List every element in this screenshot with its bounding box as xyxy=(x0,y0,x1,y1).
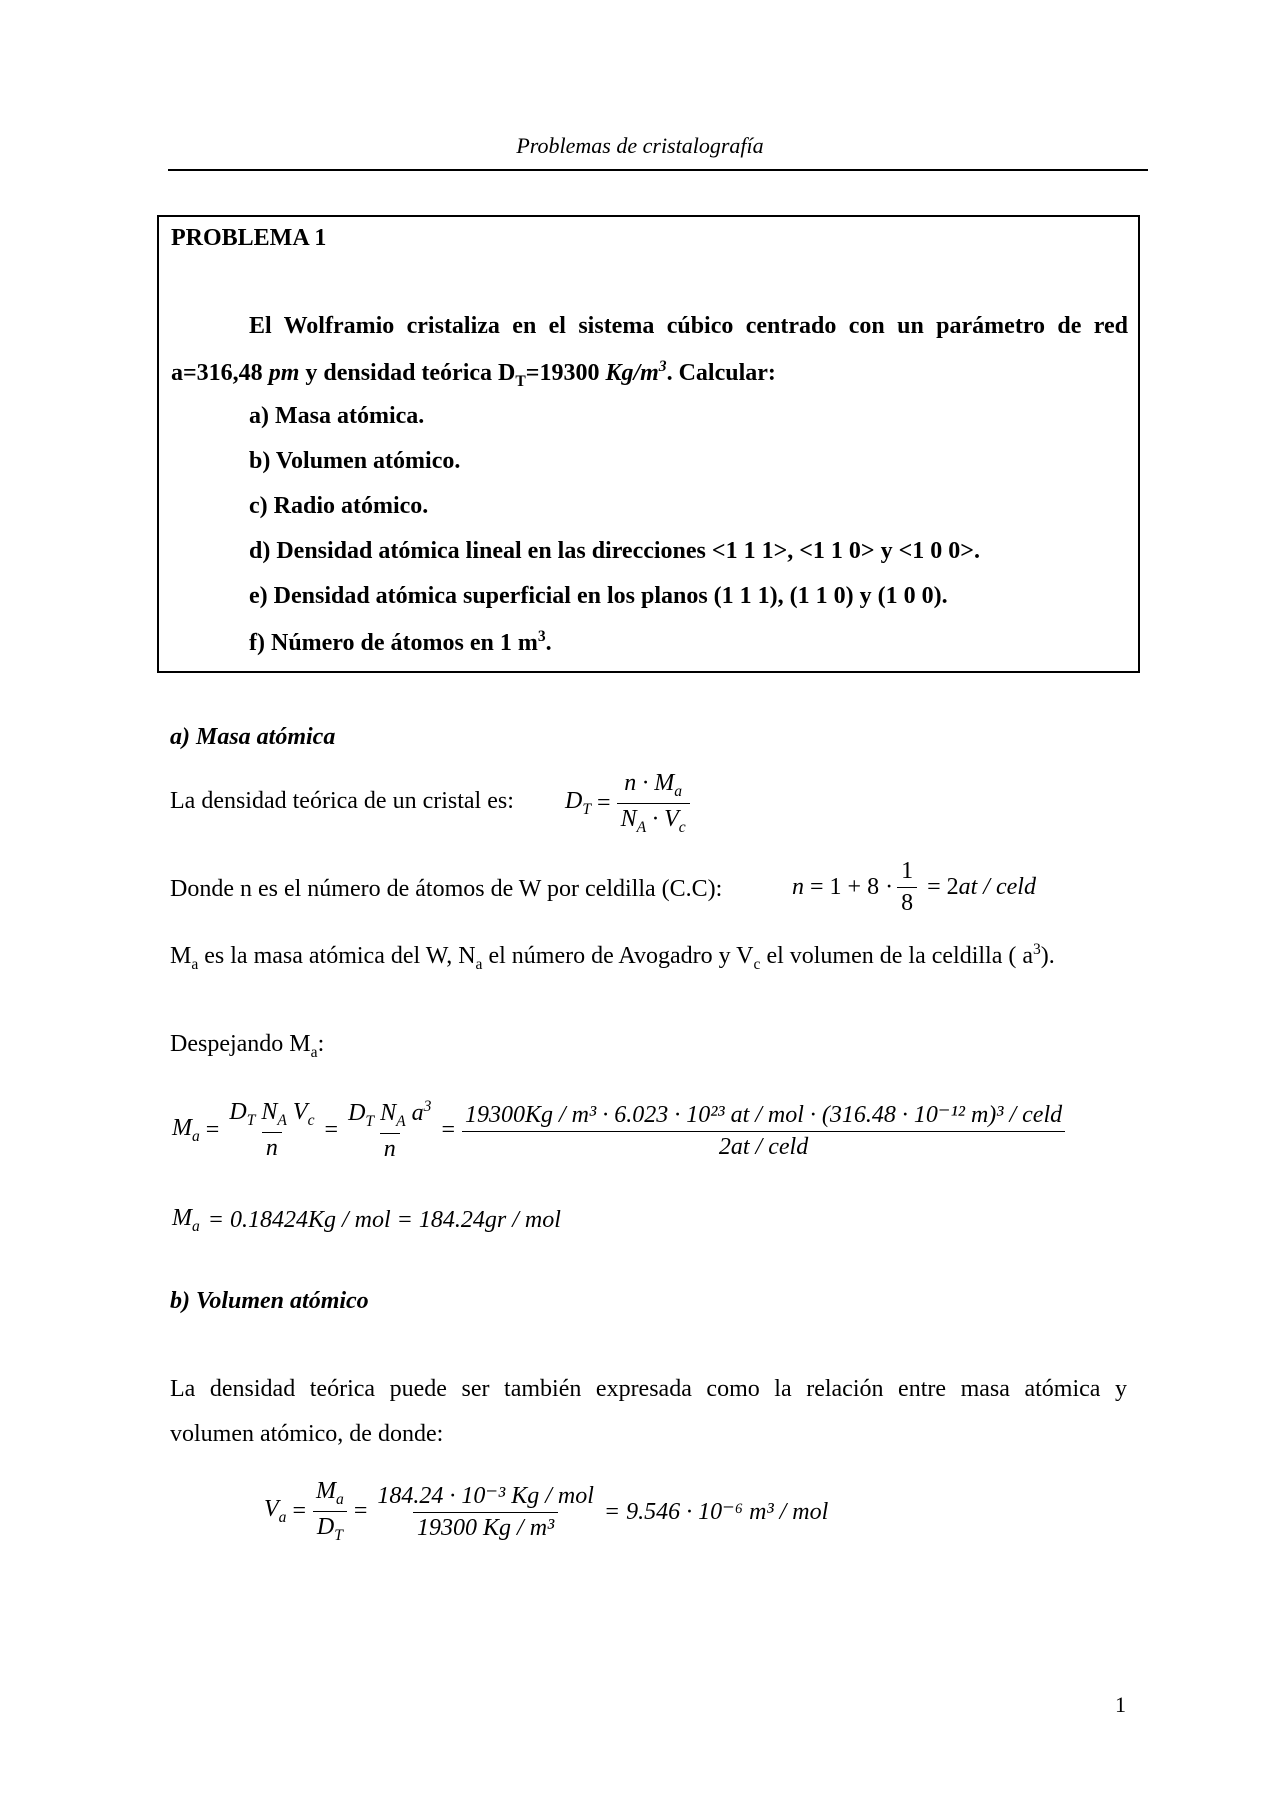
header-rule xyxy=(168,169,1148,171)
density-text: La densidad teórica de un cristal es: xyxy=(170,788,514,814)
problem-item-f: f) Número de átomos en 1 $m^3$. xyxy=(249,628,552,656)
section-b-text-line-2: volumen atómico, de donde: xyxy=(170,1421,444,1447)
ma-result: $M_a$ = 0.18424Kg / mol = 184.24gr / mol xyxy=(172,1205,561,1235)
section-b-heading: b) Volumen atómico xyxy=(170,1288,369,1314)
problem-item-c: c) Radio atómico. xyxy=(249,493,429,519)
despejando-text: Despejando $M_a$: xyxy=(170,1031,325,1061)
problem-item-b: b) Volumen atómico. xyxy=(249,448,461,474)
problem-intro-line-1: El Wolframio cristaliza en el sistema cúbico centrado con un parámetro de red xyxy=(249,313,1128,339)
problem-heading: PROBLEMA 1 xyxy=(171,225,327,251)
va-formula: $V_a$ = $\frac{M_a}{D_T}$ = $\frac{\text{184.24 · 10⁻³ Kg / mol}}{\text{19300 Kg / m³}}$ = 9.546 · 10⁻⁶ m³ / mol xyxy=(264,1478,829,1544)
problem-item-a: a) Masa atómica. xyxy=(249,403,425,429)
ma-formula: $M_a$ = $\frac{D_T N_A V_c}{n}$ = $\frac{D_T N_A a^3}{n}$ = 19300Kg / m³ · 6.023 · 10²³ at / mol · (316.48 · 10⁻¹² m)³ / celd 2at / celd xyxy=(172,1098,1066,1163)
n-atoms-text: Donde n es el número de átomos de W por celdilla (C.C): xyxy=(170,876,723,902)
running-header: Problemas de cristalografía xyxy=(516,133,764,158)
n-atoms-formula: n = 1 + 8 · $\frac{1}{8}$ = 2at / celd xyxy=(792,858,1036,916)
problem-intro-line-2: a=316,48 pm y densidad teórica $D_T=19300$ $Kg/m^3$. Calcular: xyxy=(171,358,776,390)
problem-item-d: d) Densidad atómica lineal en las direcciones <1 1 1>, <1 1 0> y <1 0 0>. xyxy=(249,538,980,564)
problem-item-e: e) Densidad atómica superficial en los planos (1 1 1), (1 1 0) y (1 0 0). xyxy=(249,583,948,609)
ma-description: $M_a$ es la masa atómica del W, $N_a$ el número de Avogadro y $V_c$ el volumen de la celdilla ( $a^3$). xyxy=(170,941,1055,973)
problem-statement-box xyxy=(157,215,1140,673)
page-number: 1 xyxy=(1115,1692,1126,1717)
section-a-heading: a) Masa atómica xyxy=(170,724,336,750)
density-formula: $D_T$ = $\frac{n \cdot M_a}{N_A \cdot V_c}$ xyxy=(565,770,690,837)
section-b-text-line-1: La densidad teórica puede ser también expresada como la relación entre masa atómica y xyxy=(170,1376,1127,1402)
